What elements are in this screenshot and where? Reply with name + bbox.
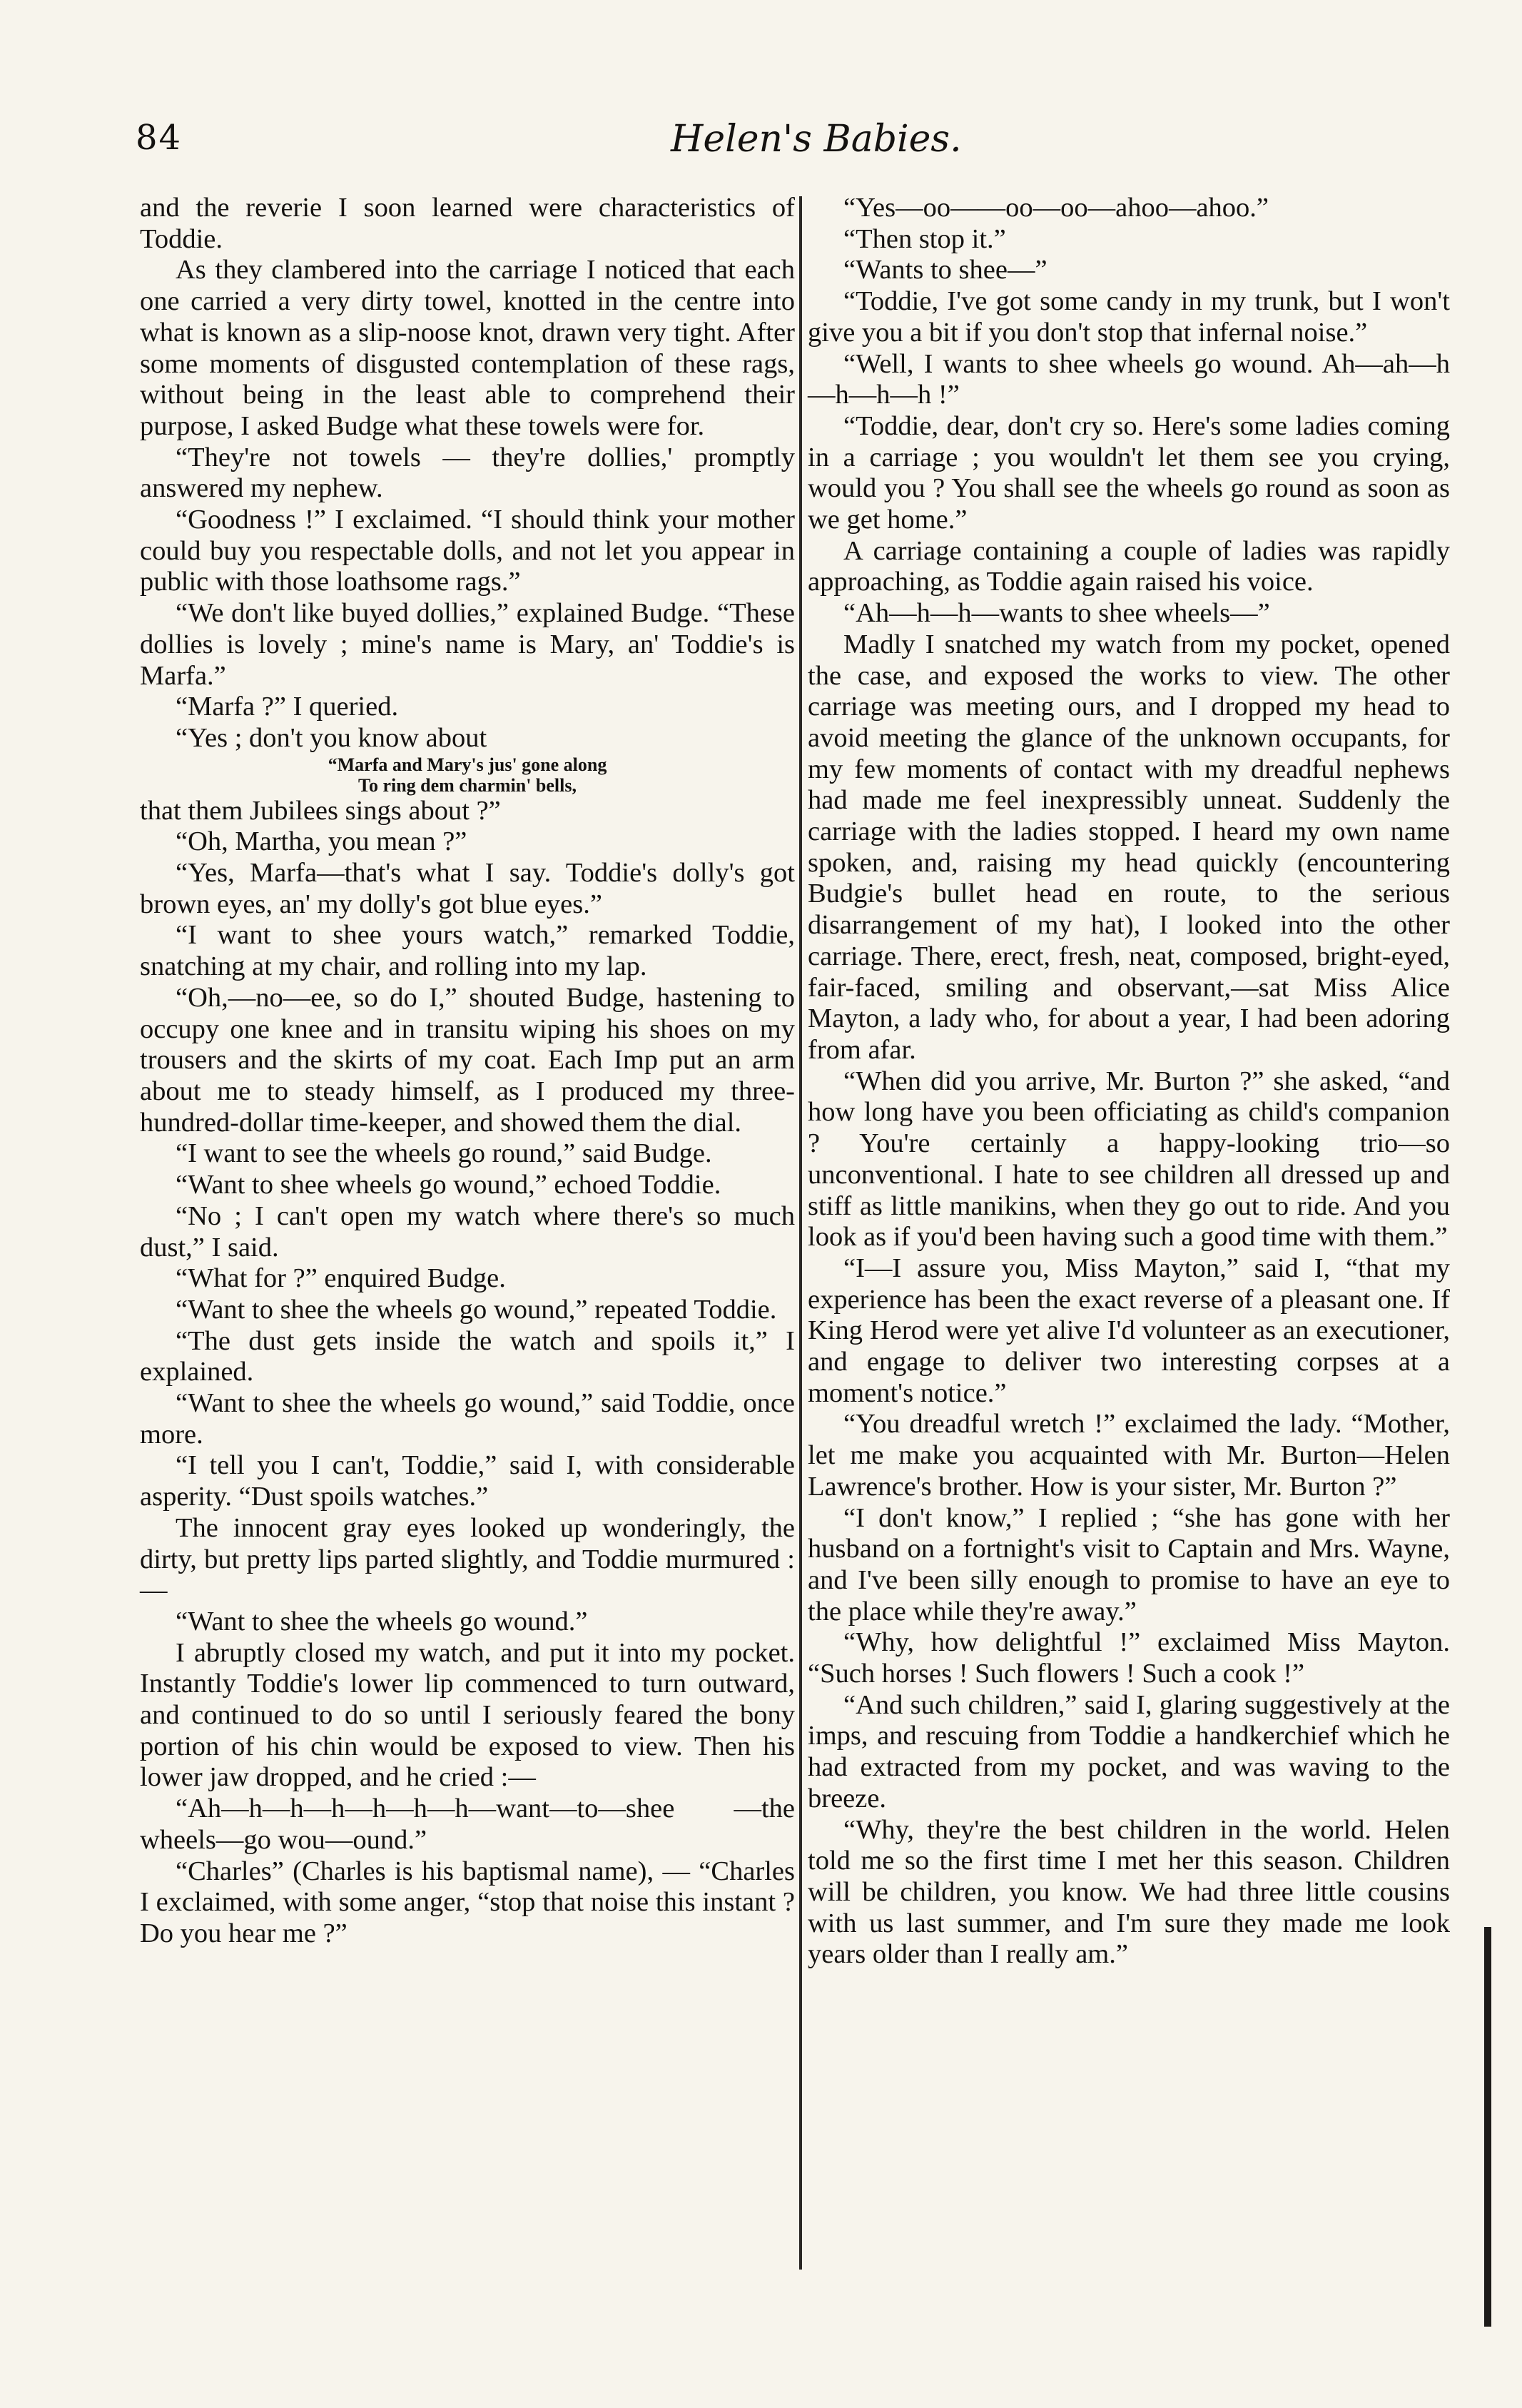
paragraph: “Wants to shee—” bbox=[843, 255, 1047, 285]
page-number: 84 bbox=[136, 118, 183, 158]
paragraph: A carriage containing a couple of ladies was rapidly approaching, as Toddie again raised his voice. bbox=[808, 535, 1450, 597]
running-title: Helen's Babies. bbox=[671, 118, 962, 161]
paragraph: “Want to shee the wheels go wound.” bbox=[176, 1606, 588, 1636]
paragraph: “Charles” (Charles is his baptismal name), — “Charles I exclaimed, with some anger, “stop that noise this instant ? Do you hear me ?” bbox=[140, 1856, 795, 1948]
paragraph: I abruptly closed my watch, and put it into my pocket. Instantly Toddie's lower lip commenced to turn outward, and continued to do so until I seriously feared the bony portion of his chin would be exposed to view. Then his lower jaw dropped, and he cried :— bbox=[140, 1637, 795, 1793]
paragraph: “Oh, Martha, you mean ?” bbox=[176, 826, 467, 857]
paragraph: “Why, they're the best children in the world. Helen told me so the first time I met her this season. Children will be children, you know. We had three little cousins with us last summer, and I'm sure they made me look years older than I really am.” bbox=[808, 1814, 1450, 1970]
left-column bbox=[140, 193, 795, 1950]
paragraph: “I want to see the wheels go round,” said Budge. bbox=[176, 1138, 712, 1169]
paragraph: “Marfa ?” I queried. bbox=[176, 692, 399, 722]
paragraph: “I tell you I can't, Toddie,” said I, with considerable asperity. “Dust spoils watches.” bbox=[140, 1450, 795, 1512]
song-line: “Marfa and Mary's jus' gone along bbox=[328, 754, 607, 775]
paragraph: “Ah—h—h—h—h—h—h—want—to—shee —the wheels—go wou—ound.” bbox=[140, 1794, 795, 1855]
paragraph: “They're not towels — they're dollies,' promptly answered my nephew. bbox=[140, 442, 795, 504]
paragraph: “No ; I can't open my watch where there's so much dust,” I said. bbox=[140, 1200, 795, 1263]
song-line: To ring dem charmin' bells, bbox=[357, 774, 577, 796]
page-edge-shadow bbox=[1484, 1927, 1491, 2327]
paragraph: Madly I snatched my watch from my pocket, opened the case, and exposed the works to view. The other carriage was meeting ours, and I dropped my head to avoid meeting the glance of the unknown occupants, for my few moments of contact with my dreadful nephews had made me feel inexpressibly unneat. Suddenly the carriage with the ladies stopped. I heard my own name spoken, and, raising my head quickly (encountering Budgie's bullet head en route, to the serious disarrangement of my hat), I looked into the other carriage. There, erect, fresh, neat, composed, bright-eyed, fair-faced, smiling and observant,—sat Miss Alice Mayton, a lady who, for about a year, I had been adoring from afar. bbox=[808, 629, 1450, 1065]
paragraph: “What for ?” enquired Budge. bbox=[176, 1263, 506, 1294]
paragraph: “Then stop it.” bbox=[843, 223, 1006, 254]
paragraph: “And such children,” said I, glaring suggestively at the imps, and rescuing from Toddie a handkerchief which he had extracted from my pocket, and was waving to the breeze. bbox=[808, 1689, 1450, 1813]
paragraph: “Want to shee the wheels go wound,” said Toddie, once more. bbox=[140, 1388, 795, 1450]
paragraph: “When did you arrive, Mr. Burton ?” she asked, “and how long have you been officiating as child's companion ? You're certainly a happy-looking trio—so unconventional. I hate to see children all dressed up and stiff as little manikins, when they go out to ride. And you look as if you'd been having such a good time with them.” bbox=[808, 1066, 1450, 1253]
paragraph: “Ah—h—h—wants to shee wheels—” bbox=[843, 598, 1270, 629]
paragraph: “Goodness !” I exclaimed. “I should think your mother could buy you respectable dolls, and not let you appear in public with those loathsome rags.” bbox=[140, 505, 795, 597]
paragraph: As they clambered into the carriage I noticed that each one carried a very dirty towel, knotted in the centre into what is known as a slip-noose knot, drawn very tight. After some moments of disgusted contemplation of these rags, without being in the least able to comprehend their purpose, I asked Budge what these towels were for. bbox=[140, 255, 795, 441]
paragraph: “We don't like buyed dollies,” explained Budge. “These dollies is lovely ; mine's name is Mary, an' Toddie's is Marfa.” bbox=[140, 598, 795, 691]
paragraph: “Toddie, I've got some candy in my trunk, but I won't give you a bit if you don't stop that infernal noise.” bbox=[808, 286, 1450, 348]
paragraph: that them Jubilees sings about ?” bbox=[140, 795, 501, 826]
paragraph: “Toddie, dear, don't cry so. Here's some ladies coming in a carriage ; you wouldn't let them see you crying, would you ? You shall see the wheels go round as soon as we get home.” bbox=[808, 410, 1450, 535]
paragraph: “You dreadful wretch !” exclaimed the lady. “Mother, let me make you acquainted with Mr. Burton—Helen Lawrence's brother. How is your sister, Mr. Burton ?” bbox=[808, 1409, 1450, 1502]
paragraph: The innocent gray eyes looked up wonderingly, the dirty, but pretty lips parted slightly, and Toddie murmured :— bbox=[140, 1512, 795, 1606]
paragraph: “Oh,—no—ee, so do I,” shouted Budge, hastening to occupy one knee and in transitu wiping his shoes on my trousers and the skirts of my coat. Each Imp put an arm about me to steady himself, as I produced my three-hundred-dollar time-keeper, and showed them the dial. bbox=[140, 982, 795, 1138]
paragraph: “I don't know,” I replied ; “she has gone with her husband on a fortnight's visit to Captain and Mrs. Wayne, and I've been silly enough to promise to have an eye to the place while they're away.” bbox=[808, 1502, 1450, 1627]
paragraph: “Yes ; don't you know about bbox=[176, 722, 487, 753]
paragraph: “The dust gets inside the watch and spoils it,” I explained. bbox=[140, 1325, 795, 1387]
page-header bbox=[0, 118, 1522, 175]
paragraph: and the reverie I soon learned were characteristics of Toddie. bbox=[140, 193, 795, 254]
paragraph: “Want to shee wheels go wound,” echoed Toddie. bbox=[176, 1170, 721, 1200]
paragraph: “Well, I wants to shee wheels go wound. Ah—ah—h—h—h—h !” bbox=[808, 348, 1450, 410]
paragraph: “Want to shee the wheels go wound,” repeated Toddie. bbox=[176, 1294, 777, 1325]
paragraph: “Why, how delightful !” exclaimed Miss Mayton. “Such horses ! Such flowers ! Such a cook !” bbox=[808, 1627, 1450, 1689]
right-column bbox=[808, 193, 1450, 1971]
paragraph: “Yes—oo——oo—oo—ahoo—ahoo.” bbox=[843, 193, 1269, 223]
paragraph: “I—I assure you, Miss Mayton,” said I, “that my experience has been the exact reverse of a pleasant one. If King Herod were yet alive I'd volunteer as an executioner, and engage to deliver two interesting corpses at a moment's notice.” bbox=[808, 1253, 1450, 1408]
paragraph: “Yes, Marfa—that's what I say. Toddie's dolly's got brown eyes, an' my dolly's got blue eyes.” bbox=[140, 858, 795, 919]
column-divider bbox=[799, 196, 802, 2270]
paragraph: “I want to shee yours watch,” remarked Toddie, snatching at my chair, and rolling into my lap. bbox=[140, 920, 795, 982]
